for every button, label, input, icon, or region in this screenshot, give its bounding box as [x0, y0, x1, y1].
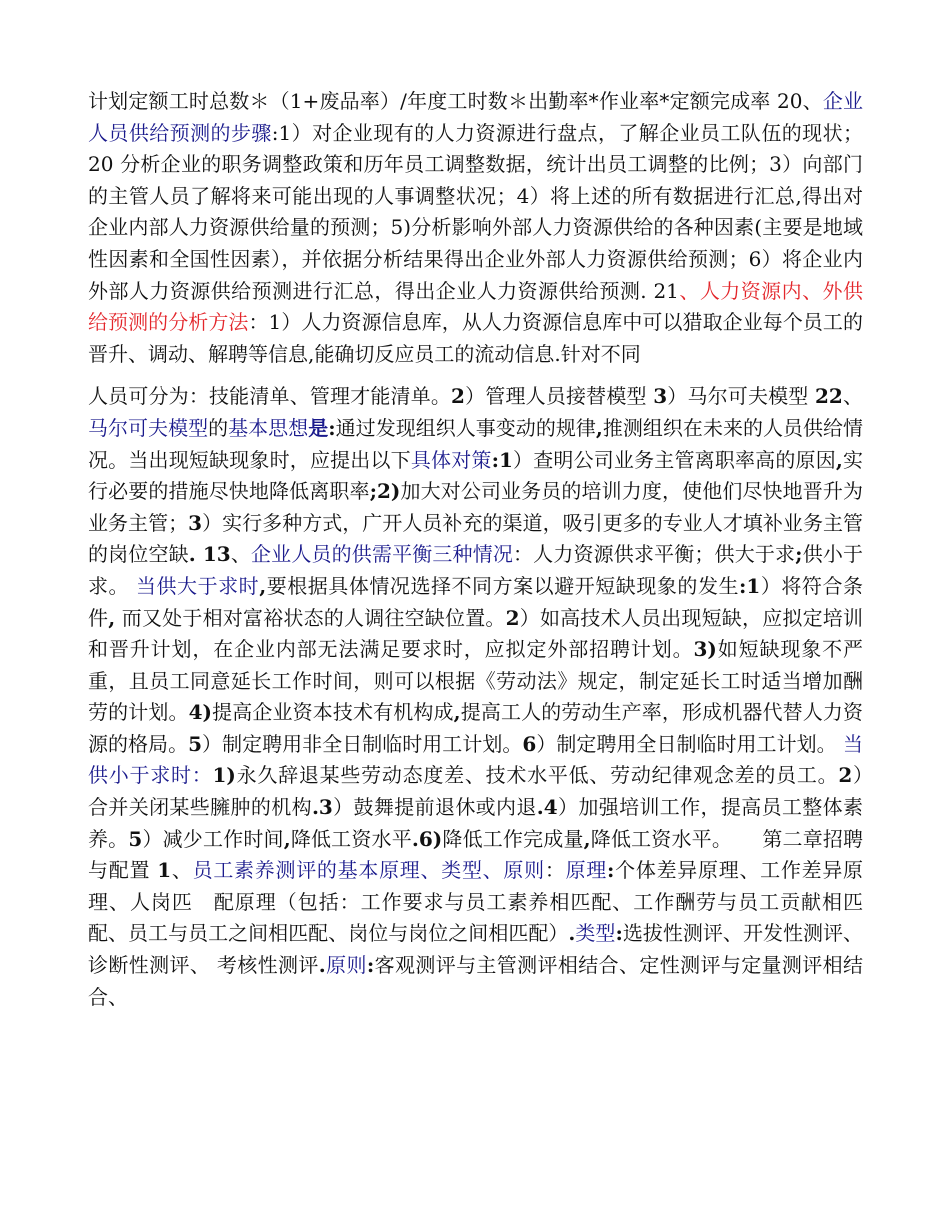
text-run: 降低工作完成量 [442, 826, 584, 851]
text-run: .4 [536, 795, 558, 820]
text-run: ）如高技术人员出现短缺，应拟定培训和晋升计划，在企业内部无法满足要求时，应拟定外部招聘计划。 [88, 605, 864, 662]
document-page [88, 86, 884, 1013]
text-run: ）制定聘用非全日制临时用工计划。 [202, 731, 523, 756]
text-run: 企业人员供给预测的步骤 [88, 89, 864, 145]
text-run: 、 [842, 384, 864, 409]
text-run: 个体差异原理、工作差异原理、人岗匹 配原理（包括：工作要求与员工素养相匹配、工作酬劳与员工贡献相匹配、员工与员工之间相匹配、岗位与岗位之间相匹配） [88, 858, 864, 946]
text-run: ）马尔可夫模型 [667, 384, 815, 409]
text-run: ：1）人力资源信息库，从人力资源信息库中可以猎取企业每个员工的晋升、调动、解聘等信息,能确切反应员工的流动信息.针对不同 [88, 310, 863, 366]
text-run: : [607, 858, 615, 883]
text-run: 6 [522, 731, 537, 756]
text-run: 类型 [575, 921, 616, 946]
text-run: , [835, 447, 843, 472]
text-run: 而又处于相对富裕状态的人调往空缺位置。 [115, 605, 506, 630]
text-run: 3 [653, 384, 668, 409]
text-run: : [328, 415, 336, 440]
text-run: ; [795, 542, 803, 567]
text-run: 1 [157, 858, 172, 883]
text-run: 5 [128, 826, 143, 851]
text-run: :1 [739, 573, 761, 598]
text-run: :1 [491, 447, 513, 472]
text-run: . [568, 921, 576, 946]
text-run: 当供小于求时 [88, 731, 864, 788]
text-run: 3 [188, 510, 203, 535]
text-run: ）鼓舞提前退休或内退 [332, 795, 537, 820]
text-run: 降低工资水平 [290, 826, 412, 851]
text-run: 实行必要的措施尽快地降低离职率 [88, 447, 864, 504]
text-run: 加大对公司业务员的培训力度，使他们尽快地晋升为业务主管； [88, 479, 864, 535]
text-run: 企业人员的供需平衡三种情况 [251, 542, 514, 567]
text-run: 通过发现组织人事变动的规律 [335, 415, 596, 440]
text-run: .3 [311, 795, 333, 820]
text-run: 、 [230, 542, 252, 567]
text-run: ）将符合条件 [88, 573, 864, 630]
text-run: ）减少工作时间 [142, 826, 284, 851]
text-run: 计划定额工时总数＊（1+废品率）/年度工时数＊出勤率*作业率*定额完成率 20、 [88, 89, 823, 113]
text-run: 22 [815, 384, 843, 409]
text-run: 、人力资源内、外供给预测的分析方法 [88, 278, 863, 335]
text-run: 4) [188, 700, 213, 725]
text-run: 如短缺现象不严重，且员工同意延长工作时间，则可以根据《劳动法》规定，制定延长工时适当增加酬劳的计划。 [88, 637, 864, 725]
text-run: 2 [838, 763, 853, 788]
text-run: 2 [505, 605, 520, 630]
text-run: :1）对企业现有的人力资源进行盘点，了解企业员工队伍的现状；20 分析企业的职务调整政策和历年员工调整数据，统计出员工调整的比例；3）向部门的主管人员了解将来可能出现的人事调整状况；4）将上述的所有数据进行汇总,得出对企业内部人力资源供给量的预测；5)分析影响外部人力资源供给的各种因素(主要是地域性因素和全国性因素），并依据分析结果得出企业外部人力资源供给预测；6）将企业内外部人力资源供给预测进行汇总，得出企业人力资源供给预测. 21 [88, 120, 863, 303]
text-run: ：人力资源供求平衡；供大于求 [513, 542, 796, 567]
text-run: . [318, 953, 326, 978]
text-run: ;2) [369, 479, 401, 504]
text-run: ）加强培训工作，提高员工整体素养。 [88, 795, 864, 851]
text-run: ） 合并关闭某些臃肿的机构 [88, 763, 884, 820]
text-run: 降低工资水平。 第二章招聘与配置 [88, 826, 864, 883]
text-run: 推测组织在未来的人员供给情况。当出现短缺现象时，应提出以下 [88, 415, 864, 472]
text-run: 原则 [325, 953, 367, 978]
text-run: 提高企业资本技术有机构成 [212, 700, 454, 725]
text-run: 具体对策 [410, 447, 492, 472]
text-run: , [583, 826, 591, 851]
text-run: 2 [451, 384, 465, 409]
text-run: , [453, 700, 461, 725]
text-run: . 13 [188, 542, 231, 567]
text-run: ： [544, 858, 566, 883]
text-run: 是 [308, 415, 329, 440]
text-run: , [259, 573, 267, 598]
text-run: 员工素养测评的基本原理、类型、原则 [192, 858, 545, 883]
text-run: ）制定聘用全日制临时用工计划。 [536, 731, 844, 756]
text-run: 选拔性测评、开发性测评、诊断性测评、 考核性测评 [88, 921, 864, 978]
text-run: 提高工人的劳动生产率，形成机器代替人力资源的格局。 [88, 700, 864, 756]
text-run: ）管理人员接替模型 [464, 384, 654, 409]
paragraph-1 [88, 86, 863, 370]
text-run: , [283, 826, 291, 851]
text-run: 5 [188, 731, 203, 756]
text-run: 人员可分为：技能清单、管理才能清单。 [88, 384, 452, 409]
text-run: , [595, 415, 603, 440]
text-run: ）查明公司业务主管离职率高的原因 [512, 447, 836, 472]
text-run: 马尔可夫模型 [88, 415, 209, 440]
text-run: 1) [212, 763, 236, 788]
text-run: : [615, 921, 623, 946]
text-run: .6) [411, 826, 443, 851]
text-run: 、 [171, 858, 193, 883]
text-run: ： [191, 763, 213, 788]
text-run: 当供大于求时 [135, 573, 260, 598]
text-run: 的 [208, 415, 229, 440]
paragraph-2 [88, 381, 884, 1013]
text-run: 原理 [565, 858, 608, 883]
text-run: , [108, 605, 116, 630]
text-run: 供小于求。 [88, 542, 864, 598]
text-run: : [366, 953, 375, 978]
text-run: 客观测评与主管测评相结合、定性测评与定量测评相结合、 [88, 953, 864, 1009]
text-run: ）实行多种方式，广开人员补充的渠道，吸引更多的专业人才填补业务主管的岗位空缺 [88, 510, 864, 567]
text-run: 永久辞退某些劳动态度差、技术水平低、劳动纪律观念差的员工。 [235, 763, 839, 788]
text-run: 基本思想 [228, 415, 309, 440]
text-run: 要根据具体情况选择不同方案以避开短缺现象的发生 [266, 573, 740, 598]
text-run: 3) [693, 637, 717, 662]
